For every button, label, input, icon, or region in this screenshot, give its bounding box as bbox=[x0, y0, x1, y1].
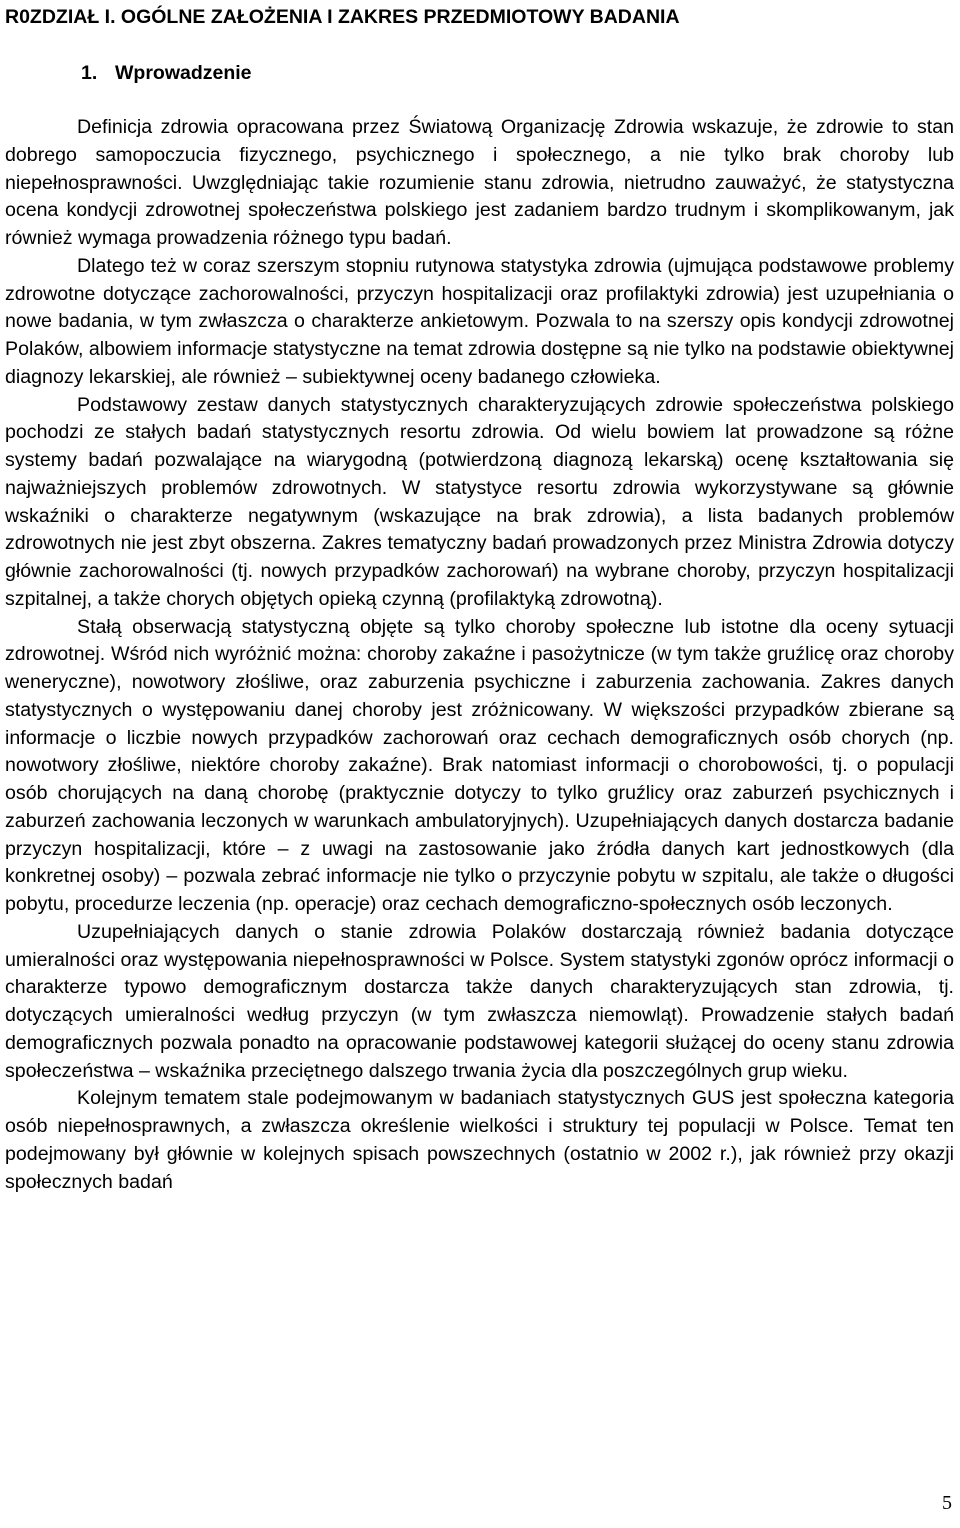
section-title: Wprowadzenie bbox=[115, 62, 252, 84]
section-heading bbox=[81, 59, 252, 87]
paragraph: Uzupełniających danych o stanie zdrowia Polaków dostarczają również badania dotyczące umieralności oraz występowania niepełnosprawności w Polsce. System statystyki zgonów oprócz informacji o charakterze typowo demograficznym dostarcza także danych charakteryzujących stan zdrowia, tj. dotyczących umieralności według przyczyn (w tym zwłaszcza niemowląt). Prowadzenie stałych badań demograficznych pozwala ponadto na opracowanie podstawowej kategorii służącej do oceny stanu zdrowia społeczeństwa – wskaźnika przeciętnego dalszego trwania życia dla poszczególnych grup wieku. bbox=[5, 920, 954, 1082]
paragraph: Definicja zdrowia opracowana przez Światową Organizację Zdrowia wskazuje, że zdrowie to stan dobrego samopoczucia fizycznego, psychicznego i społecznego, a nie tylko brak choroby lub niepełnosprawności. Uwzględniając takie rozumienie stanu zdrowia, nietrudno zauważyć, że statystyczna ocena kondycji zdrowotnej społeczeństwa polskiego jest zadaniem bardzo trudnym i skomplikowanym, jak również wymaga prowadzenia różnego typu badań. bbox=[5, 116, 954, 249]
paragraph: Stałą obserwacją statystyczną objęte są tylko choroby społeczne lub istotne dla oceny sytuacji zdrowotnej. Wśród nich wyróżnić można: choroby zakaźne i pasożytnicze (w tym także gruźlicę oraz choroby weneryczne), nowotwory złośliwe, oraz zaburzenia psychiczne i zaburzenia zachowania. Zakres danych statystycznych o występowaniu danej choroby jest zróżnicowany. W większości przypadków zbierane są informacje o liczbie nowych przypadków zachorowań oraz cechach demograficznych osób chorych (np. nowotwory złośliwe, niektóre choroby zakaźne). Brak natomiast informacji o chorobowości, tj. o populacji osób chorujących na daną chorobę (praktycznie dotyczy to tylko gruźlicy oraz zaburzeń psychicznych i zaburzeń zachowania leczonych w warunkach ambulatoryjnych). Uzupełniających danych dostarcza badanie przyczyn hospitalizacji, które – z uwagi na zastosowanie jako źródła danych kart jednostkowych (dla konkretnej osoby) – pozwala zebrać informacje nie tylko o przyczynie pobytu w szpitalu, ale także o długości pobytu, procedurze leczenia (np. operacje) oraz cechach demograficzno-społecznych osób leczonych. bbox=[5, 615, 954, 915]
paragraph: Podstawowy zestaw danych statystycznych charakteryzujących zdrowie społeczeństwa polskiego pochodzi ze stałych badań statystycznych resortu zdrowia. Od wielu bowiem lat prowadzone są różne systemy badań pozwalające na wiarygodną (potwierdzoną diagnozą lekarską) ocenę kształtowania się najważniejszych problemów zdrowotnych. W statystyce resortu zdrowia wykorzystywane są głównie wskaźniki o charakterze negatywnym (wskazujące na brak zdrowia), a lista badanych problemów zdrowotnych nie jest zbyt obszerna. Zakres tematyczny badań prowadzonych przez Ministra Zdrowia dotyczy głównie zachorowalności (tj. nowych przypadków zachorowań) na wybrane choroby, przyczyn hospitalizacji szpitalnej, a także chorych objętych opieką czynną (profilaktyką zdrowotną). bbox=[5, 393, 954, 610]
paragraph: Dlatego też w coraz szerszym stopniu rutynowa statystyka zdrowia (ujmująca podstawowe problemy zdrowotne dotyczące zachorowalności, przyczyn hospitalizacji oraz profilaktyki zdrowia) jest uzupełniania o nowe badania, w tym zwłaszcza o charakterze ankietowym. Pozwala to na szerszy opis kondycji zdrowotnej Polaków, albowiem informacje statystyczne na temat zdrowia dostępne są nie tylko na podstawie obiektywnej diagnozy lekarskiej, ale również – subiektywnej oceny badanego człowieka. bbox=[5, 254, 954, 388]
chapter-title: R0ZDZIAŁ I. OGÓLNE ZAŁOŻENIA I ZAKRES PRZEDMIOTOWY BADANIA bbox=[5, 6, 680, 28]
section-number: 1. bbox=[81, 62, 98, 84]
page-number: 5 bbox=[942, 1492, 952, 1514]
paragraph: Kolejnym tematem stale podejmowanym w badaniach statystycznych GUS jest społeczna kategoria osób niepełnosprawnych, a zwłaszcza określenie wielkości i struktury tej populacji w Polsce. Temat ten podejmowany był głównie w kolejnych spisach powszechnych (ostatnio w 2002 r.), jak również przy okazji społecznych badań bbox=[5, 1087, 954, 1193]
body-text bbox=[5, 114, 954, 1196]
